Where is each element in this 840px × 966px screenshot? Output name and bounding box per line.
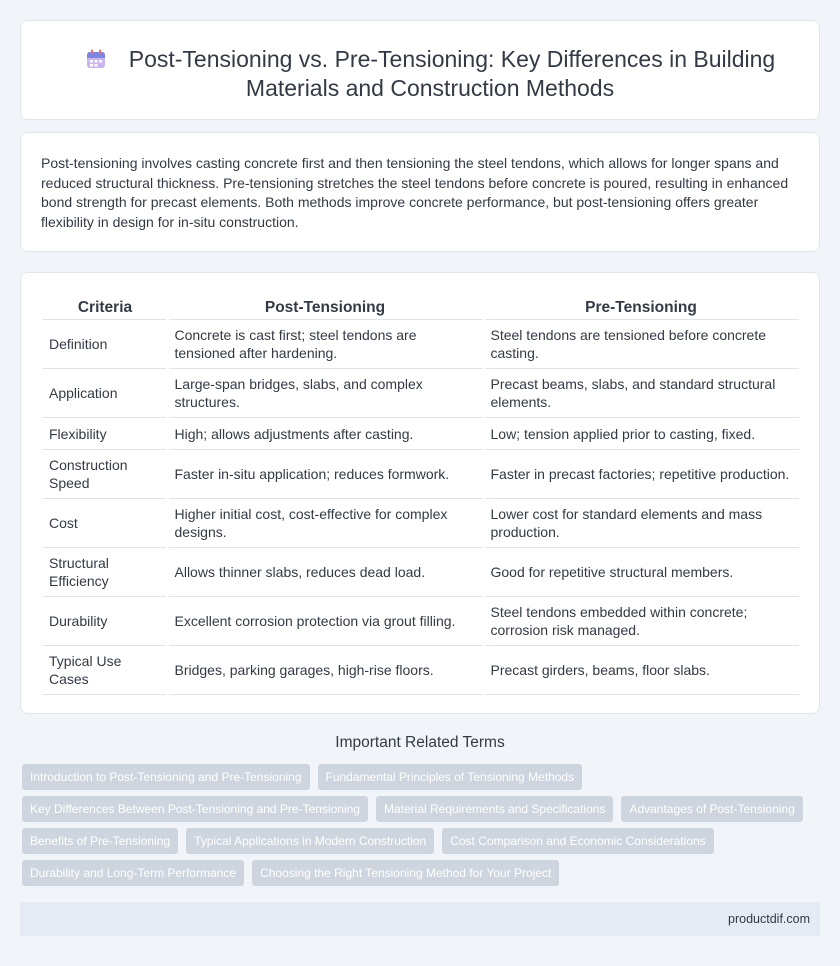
table-row	[43, 369, 799, 418]
pre-tensioning-cell: Steel tendons are tensioned before concrete casting.	[483, 320, 799, 369]
title-wrap	[61, 45, 799, 103]
table-row	[43, 450, 799, 499]
related-term-tag[interactable]: Introduction to Post-Tensioning and Pre-Tensioning	[22, 764, 310, 790]
header-post-tensioning: Post-Tensioning	[167, 295, 483, 320]
post-tensioning-cell: Concrete is cast first; steel tendons are tensioned after hardening.	[167, 320, 483, 369]
footer	[20, 902, 820, 936]
post-tensioning-cell: Allows thinner slabs, reduces dead load.	[167, 548, 483, 597]
criteria-cell: Flexibility	[43, 418, 167, 450]
post-tensioning-cell: Faster in-situ application; reduces formwork.	[167, 450, 483, 499]
table-row	[43, 418, 799, 450]
pre-tensioning-cell: Good for repetitive structural members.	[483, 548, 799, 597]
criteria-cell: Structural Efficiency	[43, 548, 167, 597]
header-pre-tensioning: Pre-Tensioning	[483, 295, 799, 320]
post-tensioning-cell: High; allows adjustments after casting.	[167, 418, 483, 450]
post-tensioning-cell: Large-span bridges, slabs, and complex structures.	[167, 369, 483, 418]
post-tensioning-cell: Excellent corrosion protection via grout filling.	[167, 597, 483, 646]
related-term-tag[interactable]: Choosing the Right Tensioning Method for Your Project	[252, 860, 559, 886]
table-row	[43, 548, 799, 597]
related-terms-section	[20, 734, 820, 892]
pre-tensioning-cell: Low; tension applied prior to casting, fixed.	[483, 418, 799, 450]
header-card	[20, 20, 820, 120]
pre-tensioning-cell: Faster in precast factories; repetitive production.	[483, 450, 799, 499]
pre-tensioning-cell: Precast girders, beams, floor slabs.	[483, 646, 799, 695]
pre-tensioning-cell: Precast beams, slabs, and standard structural elements.	[483, 369, 799, 418]
comparison-table-card	[20, 272, 820, 714]
related-term-tag[interactable]: Typical Applications in Modern Construction	[186, 828, 434, 854]
header-criteria: Criteria	[43, 295, 167, 320]
table-row	[43, 499, 799, 548]
pre-tensioning-cell: Steel tendons embedded within concrete; corrosion risk managed.	[483, 597, 799, 646]
related-terms-tags	[20, 764, 820, 892]
table-row	[43, 646, 799, 695]
criteria-cell: Application	[43, 369, 167, 418]
intro-paragraph: Post-tensioning involves casting concrete first and then tensioning the steel tendons, which allows for longer spans and reduced structural thickness. Pre-tensioning stretches the steel tendons before concrete is poured, resulting in enhanced bond strength for precast elements. Both methods improve concrete performance, but post-tensioning offers greater flexibility in design for in-situ construction.	[41, 155, 789, 230]
related-term-tag[interactable]: Material Requirements and Specifications	[376, 796, 613, 822]
criteria-cell: Definition	[43, 320, 167, 369]
related-terms-heading: Important Related Terms	[335, 734, 505, 751]
page-title	[61, 45, 799, 103]
criteria-cell: Cost	[43, 499, 167, 548]
post-tensioning-cell: Bridges, parking garages, high-rise floors.	[167, 646, 483, 695]
comparison-table	[43, 295, 799, 695]
pre-tensioning-cell: Lower cost for standard elements and mass production.	[483, 499, 799, 548]
related-term-tag[interactable]: Fundamental Principles of Tensioning Methods	[318, 764, 583, 790]
table-row	[43, 320, 799, 369]
related-term-tag[interactable]: Durability and Long-Term Performance	[22, 860, 244, 886]
related-term-tag[interactable]: Advantages of Post-Tensioning	[621, 796, 802, 822]
criteria-cell: Typical Use Cases	[43, 646, 167, 695]
table-header-row	[43, 295, 799, 320]
related-term-tag[interactable]: Cost Comparison and Economic Considerations	[442, 828, 713, 854]
criteria-cell: Construction Speed	[43, 450, 167, 499]
page-title-text: Post-Tensioning vs. Pre-Tensioning: Key Differences in Building Materials and Construction Methods	[128, 46, 776, 101]
related-term-tag[interactable]: Benefits of Pre-Tensioning	[22, 828, 178, 854]
footer-site-link[interactable]: productdif.com	[728, 912, 810, 926]
criteria-cell: Durability	[43, 597, 167, 646]
post-tensioning-cell: Higher initial cost, cost-effective for complex designs.	[167, 499, 483, 548]
related-term-tag[interactable]: Key Differences Between Post-Tensioning and Pre-Tensioning	[22, 796, 368, 822]
calendar-icon	[85, 48, 107, 70]
intro-card	[20, 132, 820, 252]
table-row	[43, 597, 799, 646]
